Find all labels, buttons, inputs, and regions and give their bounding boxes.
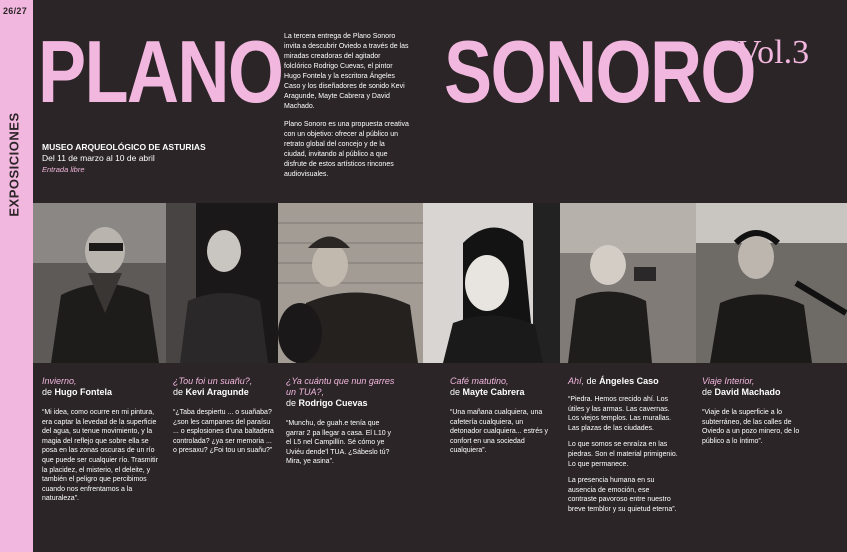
piece-title-text: Ahí, — [568, 376, 585, 386]
intro-text — [284, 32, 409, 188]
piece-by: de — [42, 387, 53, 397]
piece-quote: Lo que somos se enraíza en las piedras. Son el material primigenio. Lo que permanece. — [568, 441, 678, 468]
piece-title: Café matutino, — [450, 376, 509, 386]
headline-word-2: SONORO — [444, 22, 755, 121]
piece-title: ¿Ya cuántu que nun garres un TUA?, — [286, 376, 395, 397]
portrait-strip — [33, 203, 847, 363]
piece-byline — [286, 398, 396, 409]
venue-name: MUSEO ARQUEOLÓGICO DE ASTURIAS — [42, 142, 206, 152]
piece-author: Ángeles Caso — [599, 376, 659, 386]
section-label: EXPOSICIONES — [6, 112, 22, 217]
piece-author: Kevi Aragunde — [185, 387, 249, 397]
section-strip — [0, 0, 33, 552]
piece-title: Viaje Interior, — [702, 376, 755, 386]
headline-word-1: PLANO — [38, 22, 283, 121]
piece-byline — [450, 387, 556, 398]
piece-column-3 — [286, 376, 396, 474]
piece-by: de — [450, 387, 461, 397]
piece-author: Mayte Cabrera — [462, 387, 525, 397]
venue-dates: Del 11 de marzo al 10 de abril — [42, 153, 155, 163]
piece-by: de — [586, 376, 597, 386]
venue-entry: Entrada libre — [42, 165, 85, 174]
portrait-rodrigo-cuevas — [278, 203, 423, 363]
piece-column-4 — [450, 376, 556, 463]
piece-title: Invierno, — [42, 376, 77, 386]
piece-quote: “Piedra. Hemos crecido ahí. Los útiles y las armas. Las cavernas. Los viejos templos. Las murallas. Las plazas de las ciudades. — [568, 396, 672, 432]
portrait-david-machado — [696, 203, 847, 363]
volume-label: Vol.3 — [737, 34, 810, 71]
piece-column-2 — [173, 376, 275, 463]
piece-author: David Machado — [714, 387, 781, 397]
portrait-angeles-caso — [560, 203, 696, 363]
piece-column-5 — [568, 376, 678, 522]
piece-column-6 — [702, 376, 812, 453]
piece-byline — [173, 387, 275, 398]
piece-quote: La presencia humana en su ausencia de emoción, ese contraste pavoroso entre nuestro breve temblor y su quietud eterna”. — [568, 477, 677, 513]
piece-quote: “Una mañana cualquiera, una cafetería cualquiera, un detonador cualquiera... estrés y confort en una sociedad cualquiera”. — [450, 409, 549, 455]
piece-by: de — [173, 387, 184, 397]
venue-info — [42, 142, 262, 175]
piece-author: Hugo Fontela — [54, 387, 113, 397]
section-label-wrap — [2, 112, 30, 217]
portrait-hugo-fontela — [33, 203, 166, 363]
page-number: 26/27 — [3, 6, 28, 16]
piece-byline — [42, 387, 164, 398]
portrait-kevi-aragunde — [166, 203, 278, 363]
piece-quote: “¿Taba despiertu ... o suañaba? ¿son les campanes del paraísu ... o esplosiones d’una baltadera controlada? ¿ya ser memoria ... o presaxu? ¿Foi tou un suañu?” — [173, 409, 274, 455]
piece-quote: “Viaje de la superficie a lo subterráneo, de las calles de Oviedo a un pozo minero, de lo público a lo íntimo”. — [702, 409, 800, 445]
piece-title — [568, 376, 678, 387]
intro-paragraph-1: La tercera entrega de Plano Sonoro invita a descubrir Oviedo a través de las miradas creadoras del agitador folclórico Rodrigo Cuevas, el pintor Hugo Fontela y la escritora Ángeles Caso y los diseñadores de sonido Kevi Aragunde, Mayte Cabrera y David Machado. — [284, 33, 409, 110]
piece-byline — [702, 387, 812, 398]
piece-quote: “Munchu, de guah.e tenía que garrar 2 pa llegar a casa. El L10 y el L5 nel Campillín. Sé cómo ye Uviéu dende’l TUA. ¿Sábeslo tú? Mira, ye asina”. — [286, 420, 392, 466]
intro-paragraph-2: Plano Sonoro es una propuesta creativa con un objetivo: ofrecer al público un retrato global del concejo y de la ciudad, invitando al público a que disfrute de estos artísticos rincones audiovisuales. — [284, 121, 409, 178]
portrait-mayte-cabrera — [423, 203, 560, 363]
piece-author: Rodrigo Cuevas — [298, 398, 368, 408]
piece-by: de — [702, 387, 713, 397]
piece-title: ¿Tou foi un suañu?, — [173, 376, 253, 386]
piece-by: de — [286, 398, 297, 408]
piece-quote: “Mi idea, como ocurre en mi pintura, era captar la levedad de la superficie del agua, su tenue movimiento, y la magia del reflejo que sobre ella se posa en las zonas oscuras de un río que puede ser cualquier río. Trasmitir la placidez, el misterio, el deleite, y también el peligro que percibimos cuando nos enfrentamos a la naturaleza”. — [42, 409, 158, 503]
piece-column-1 — [42, 376, 164, 511]
